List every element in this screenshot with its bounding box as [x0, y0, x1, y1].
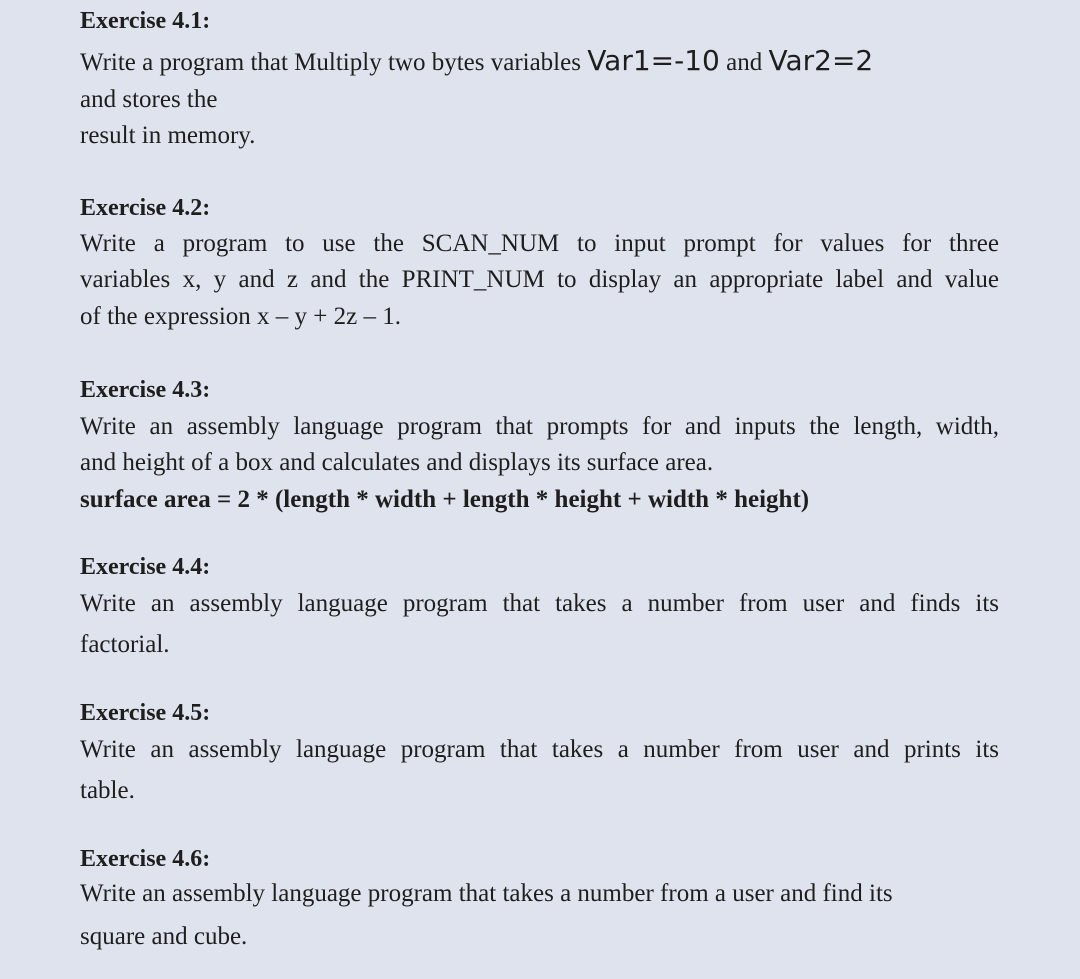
variable-var2: Var2=2: [768, 44, 874, 77]
exercise-title: Exercise 4.3:: [80, 377, 211, 403]
exercise-text-middle: and: [719, 49, 769, 76]
exercise-text-line: Write an assembly language program that takes a number from user and prints its: [80, 736, 999, 763]
exercise-text-line: factorial.: [80, 631, 170, 658]
exercise-title: Exercise 4.5:: [80, 700, 211, 726]
exercise-title: Exercise 4.2:: [80, 195, 211, 221]
exercise-text-prefix: Write a program that Multiply two bytes variables: [80, 49, 588, 76]
surface-area-formula: surface area = 2 * (length * width + length * height + width * height): [80, 486, 810, 513]
exercise-title: Exercise 4.1:: [80, 8, 211, 34]
variable-var1: Var1=-10: [587, 44, 720, 77]
exercise-title: Exercise 4.4:: [80, 554, 211, 580]
exercise-title: Exercise 4.6:: [80, 846, 211, 872]
exercise-text-line: of the expression x – y + 2z – 1.: [80, 303, 401, 330]
exercise-text-line: Write an assembly language program that prompts for and inputs the length, width,: [80, 413, 999, 440]
exercise-text-line: table.: [80, 777, 135, 804]
exercise-text-line: Write an assembly language program that takes a number from user and finds its: [80, 590, 999, 617]
exercise-text-line: variables x, y and z and the PRINT_NUM to display an appropriate label and value: [80, 266, 999, 293]
exercise-text-line: [80, 46, 873, 78]
exercise-text-line: and stores the: [80, 86, 218, 113]
exercise-text-line: result in memory.: [80, 122, 256, 149]
exercise-text-line: Write an assembly language program that takes a number from a user and find its: [80, 880, 893, 907]
exercise-text-line: Write a program to use the SCAN_NUM to input prompt for values for three: [80, 230, 999, 257]
exercise-text-line: square and cube.: [80, 923, 248, 950]
exercise-text-line: and height of a box and calculates and displays its surface area.: [80, 449, 714, 476]
